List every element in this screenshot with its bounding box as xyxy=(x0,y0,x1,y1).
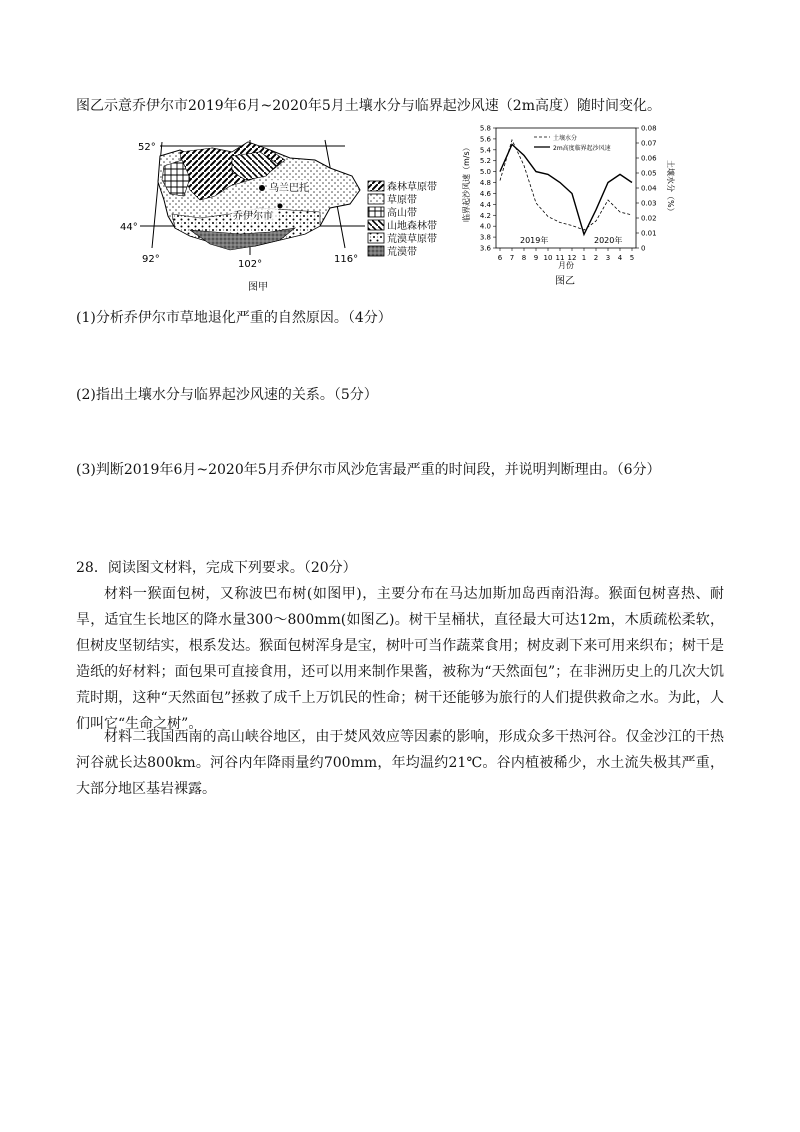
legend-label-wind: 2m高度临界起沙风速 xyxy=(553,145,611,152)
left-tick-label: 4.6 xyxy=(479,189,491,198)
legend-mountain-forest: 山地森林带 xyxy=(387,221,437,232)
x-tick-label: 4 xyxy=(617,254,623,262)
right-tick-label: 0.02 xyxy=(641,214,657,223)
q28-title: 28．阅读图文材料，完成下列要求。（20分） xyxy=(76,560,357,576)
legend-alpine: 高山带 xyxy=(387,208,417,219)
question-3: (3)判断2019年6月~2020年5月乔伊尔市风沙危害最严重的时间段，并说明判断理由。（6分） xyxy=(76,462,661,478)
left-tick-label: 5.6 xyxy=(479,135,491,144)
right-tick-label: 0 xyxy=(641,244,646,253)
left-tick-label: 5.8 xyxy=(479,124,491,133)
left-tick-label: 4.0 xyxy=(479,222,491,231)
soil-wind-chart xyxy=(458,118,678,288)
left-tick-label: 5.0 xyxy=(479,168,491,177)
lat-label-44: 44° xyxy=(120,222,138,233)
material-1: 材料一猴面包树，又称波巴布树(如图甲)，主要分布在马达加斯加岛西南沿海。猴面包树喜热、耐旱，适宜生长地区的降水量300～800mm(如图乙)。树干呈桶状，直径最大可达12m，木质疏松柔软，但树皮坚韧结实，根系发达。猴面包树浑身是宝，树叶可当作蔬菜食用；树皮剥下来可用来织布；树干是造纸的好材料；面包果可直接食用，还可以用来制作果酱，被称为“天然面包”；在非洲历史上的几次大饥荒时期，这种“天然面包”拯救了成千上万饥民的性命；树干还能够为旅行的人们提供救命之水。为此，人们叫它“生命之树”。 xyxy=(76,586,724,732)
x-tick-label: 10 xyxy=(543,254,553,262)
city-label-ulaanbaatar: 乌兰巴托 xyxy=(269,183,309,194)
right-tick-label: 0.03 xyxy=(641,199,657,208)
right-tick-label: 0.06 xyxy=(641,154,657,163)
legend-desert-steppe: 荒漠草原带 xyxy=(387,234,437,245)
legend-desert: 荒漠带 xyxy=(387,247,417,258)
intro-text: 图乙示意乔伊尔市2019年6月~2020年5月土壤水分与临界起沙风速（2m高度）随时间变化。 xyxy=(76,98,661,114)
left-axis-label: 临界起沙风速（m/s） xyxy=(462,143,471,222)
legend-steppe: 草原带 xyxy=(387,195,417,206)
left-tick-label: 4.2 xyxy=(479,211,491,220)
wind-speed-line xyxy=(500,144,632,234)
x-tick-label: 8 xyxy=(521,254,527,262)
right-tick-label: 0.08 xyxy=(641,124,657,133)
vegetation-map xyxy=(120,130,437,300)
lon-label-116: 116° xyxy=(334,254,359,265)
right-tick-label: 0.05 xyxy=(641,169,657,178)
lat-label-52: 52° xyxy=(138,142,156,153)
x-tick-label: 7 xyxy=(509,254,515,262)
year-label-2020: 2020年 xyxy=(594,236,623,245)
legend-forest-steppe: 森林草原带 xyxy=(387,182,437,193)
soil-moisture-line xyxy=(500,140,632,230)
material-2: 材料二我国西南的高山峡谷地区，由于焚风效应等因素的影响，形成众多干热河谷。仅金沙江的干热河谷就长达800km。河谷内年降雨量约700mm，年均温约21℃。谷内植被稀少，水土流失极其严重，大部分地区基岩裸露。 xyxy=(76,729,724,797)
x-tick-label: 6 xyxy=(497,254,503,262)
left-tick-label: 4.8 xyxy=(479,179,491,188)
right-axis-label: 土壤水分（%） xyxy=(666,160,675,216)
x-tick-label: 3 xyxy=(605,254,611,262)
x-axis-label: 月份 xyxy=(558,261,574,270)
left-tick-label: 3.6 xyxy=(479,244,491,253)
lon-label-92: 92° xyxy=(142,254,160,265)
year-label-2019: 2019年 xyxy=(520,236,549,245)
question-1: (1)分析乔伊尔市草地退化严重的自然原因。（4分） xyxy=(76,310,392,326)
map-legend xyxy=(368,180,437,258)
x-tick-label: 2 xyxy=(593,254,599,262)
map-caption: 图甲 xyxy=(248,282,268,293)
x-tick-label: 9 xyxy=(533,254,539,262)
x-tick-label: 5 xyxy=(629,254,635,262)
right-tick-label: 0.04 xyxy=(641,184,657,193)
city-label-choir: 乔伊尔市 xyxy=(233,211,273,222)
left-tick-label: 3.8 xyxy=(479,233,491,242)
question-2: (2)指出土壤水分与临界起沙风速的关系。（5分） xyxy=(76,387,378,403)
choir-marker xyxy=(278,204,283,209)
left-tick-label: 5.2 xyxy=(479,157,491,166)
x-tick-label: 11 xyxy=(555,254,565,262)
right-tick-label: 0.01 xyxy=(641,229,657,238)
lon-label-102: 102° xyxy=(238,259,263,270)
left-tick-label: 5.4 xyxy=(479,146,491,155)
right-tick-label: 0.07 xyxy=(641,139,657,148)
x-tick-label: 12 xyxy=(567,254,577,262)
x-tick-label: 1 xyxy=(581,254,587,262)
chart-caption: 图乙 xyxy=(555,276,575,287)
left-tick-label: 4.4 xyxy=(479,200,491,209)
legend-label-soil: 土壤水分 xyxy=(553,135,578,142)
ulaanbaatar-marker xyxy=(259,185,265,191)
